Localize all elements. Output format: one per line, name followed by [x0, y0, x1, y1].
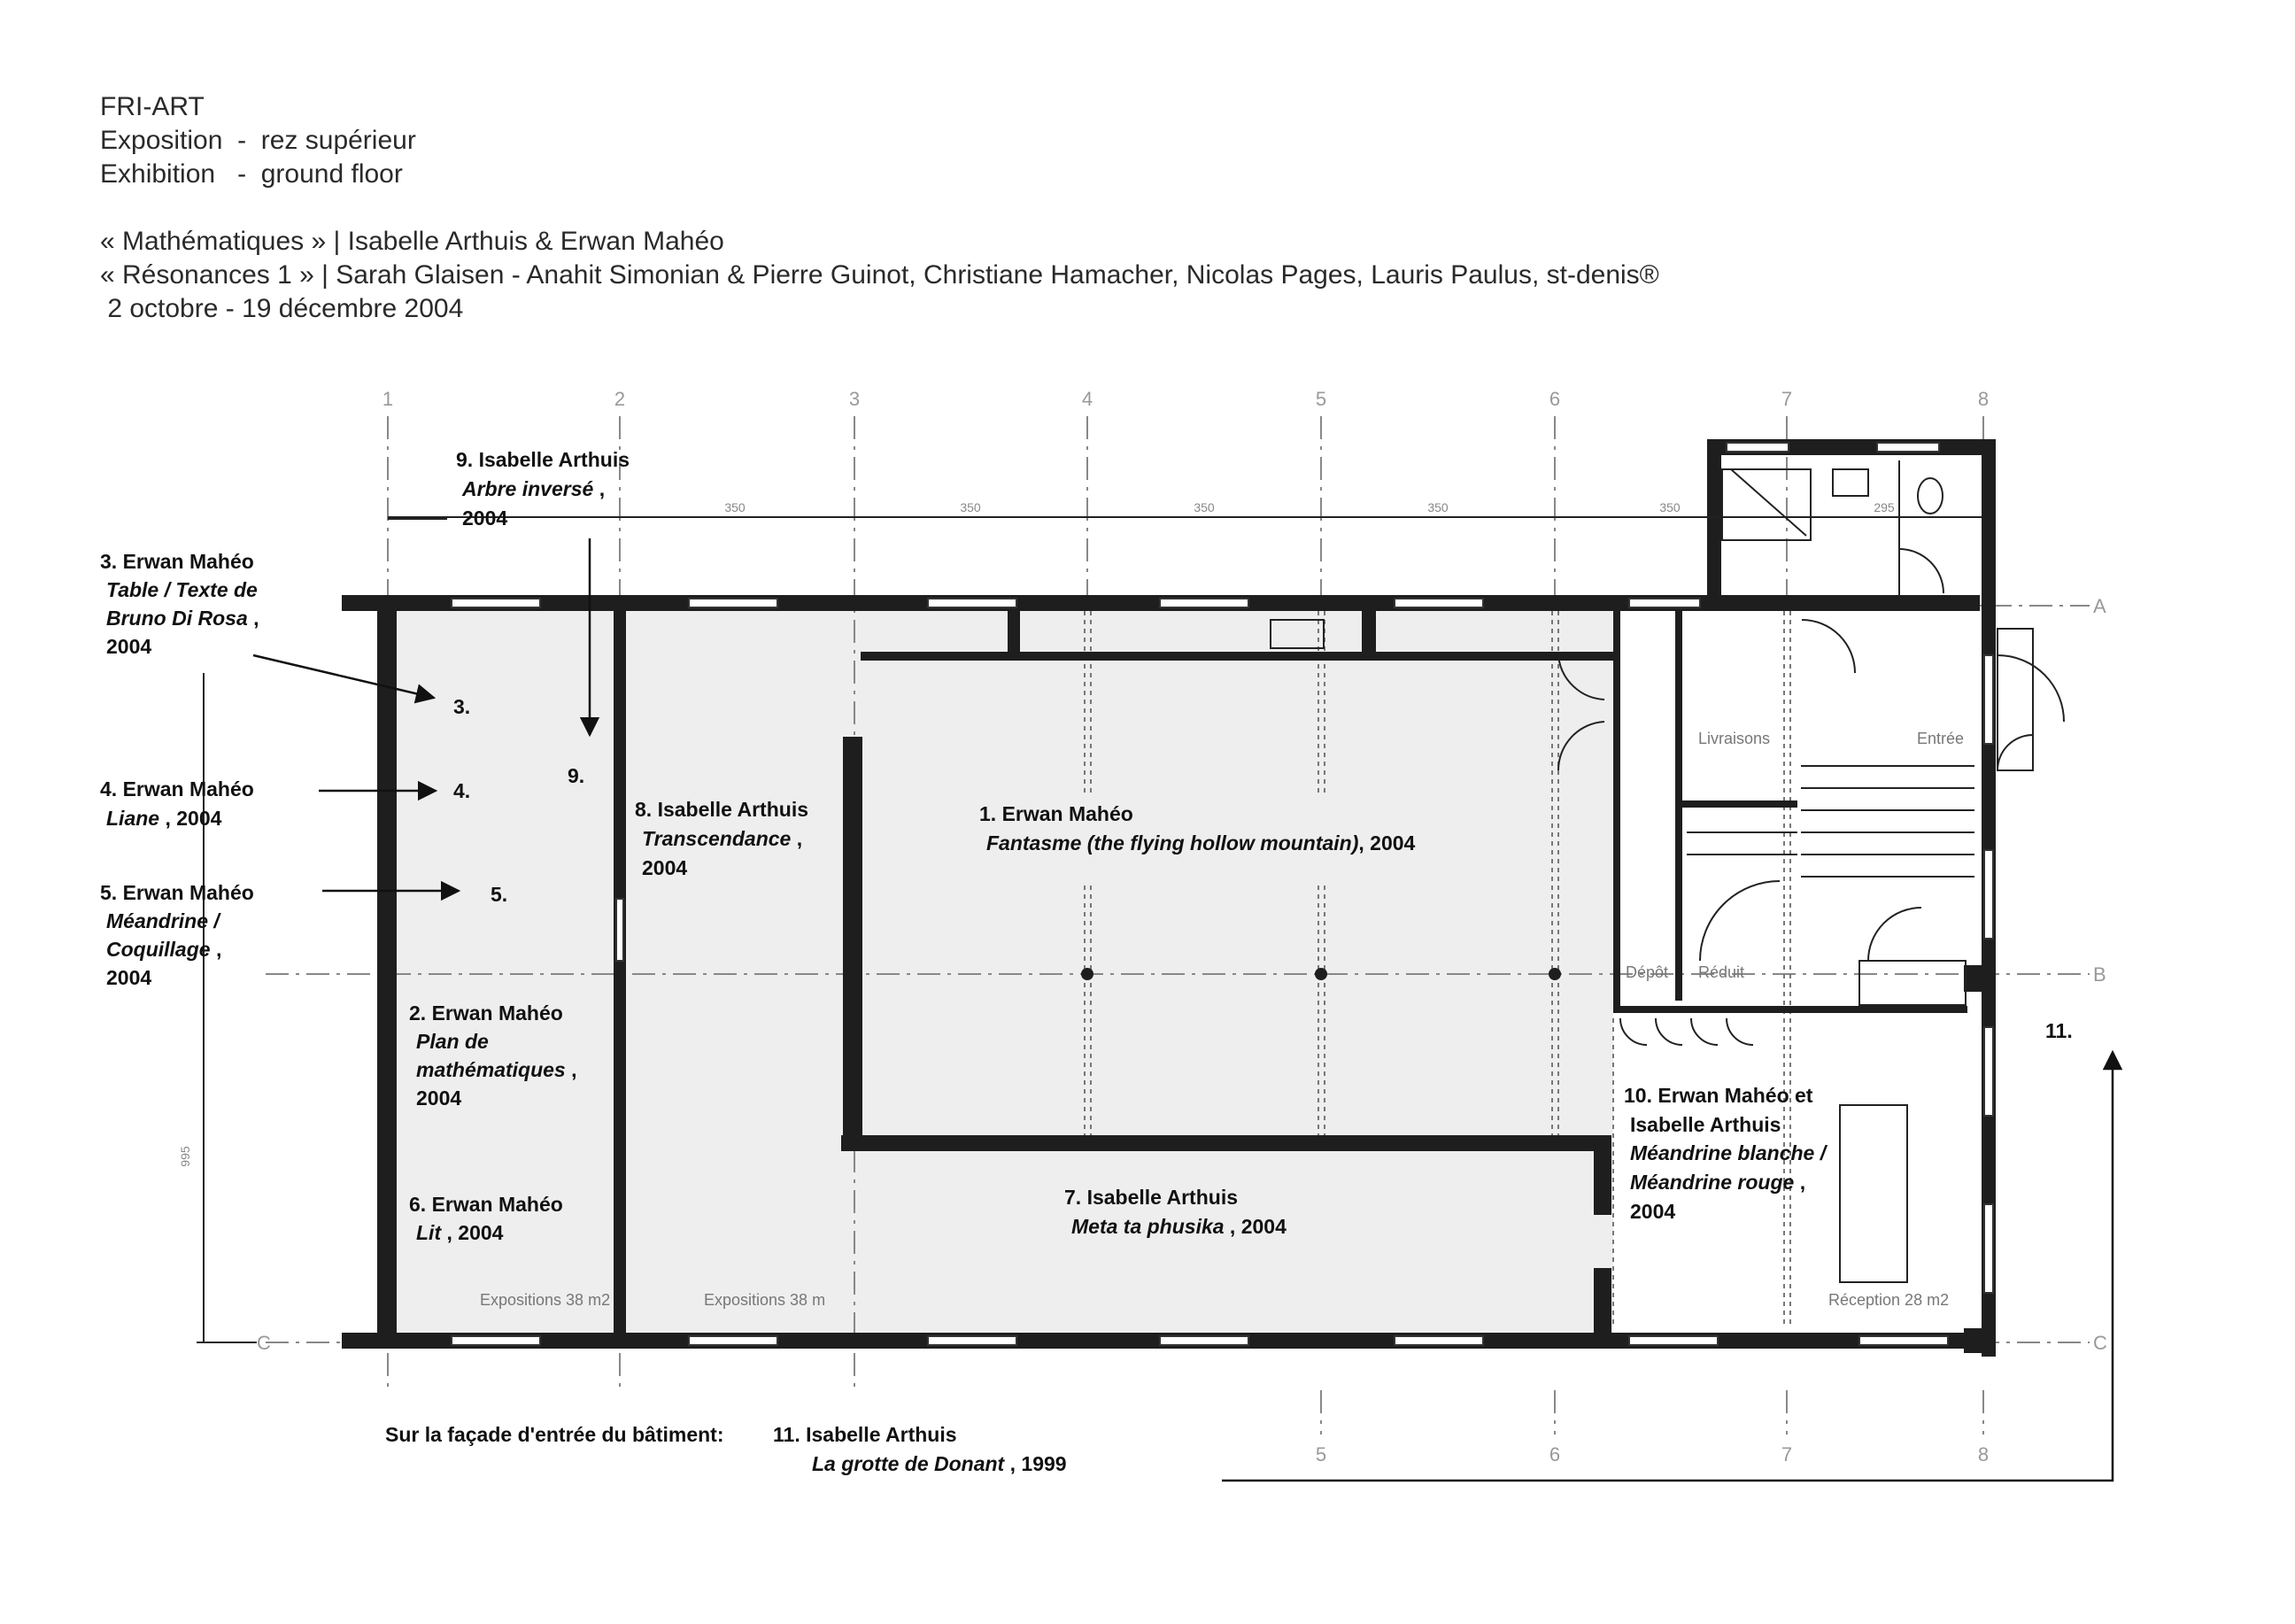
work-7-title: 7. Isabelle Arthuis: [1064, 1186, 1238, 1209]
grid-col-7-bottom: 7: [1781, 1443, 1793, 1465]
work-10-title-b: Isabelle Arthuis: [1630, 1113, 1781, 1136]
room-expo-mid: Expositions 38 m: [704, 1291, 826, 1309]
facade-prefix: Sur la façade d'entrée du bâtiment:: [385, 1423, 724, 1446]
work-3-year: 2004: [106, 635, 152, 658]
grid-row-b: B: [2093, 963, 2106, 986]
work-9-title: 9. Isabelle Arthuis: [456, 448, 630, 471]
work-5-work-a: Méandrine /: [106, 909, 220, 932]
work-2-work-b: mathématiques ,: [416, 1058, 577, 1081]
work-11-title: 11. Isabelle Arthuis: [773, 1423, 957, 1446]
grid-row-c-left: C: [257, 1332, 271, 1354]
room-reception: Réception 28 m2: [1828, 1291, 1950, 1309]
exhibition-floor: [390, 609, 1613, 1334]
grid-col-6: 6: [1549, 388, 1561, 410]
dim-2: 350: [960, 500, 981, 514]
header-exposition: Exposition - rez supérieur: [100, 126, 416, 155]
work-1-caption: Fantasme (the flying hollow mountain), 2004: [986, 831, 1416, 855]
grid-col-5-bottom: 5: [1315, 1443, 1327, 1465]
grid-row-a: A: [2093, 595, 2106, 617]
work-11-marker: 11.: [2045, 1019, 2073, 1042]
header-show-1: « Mathématiques » | Isabelle Arthuis & Erwan Mahéo: [100, 227, 724, 256]
dim-3: 350: [1194, 500, 1215, 514]
work-2-work-a: Plan de: [416, 1030, 489, 1053]
work-10-work-a: Méandrine blanche /: [1630, 1141, 1827, 1164]
work-9-work: Arbre inversé ,: [462, 477, 606, 500]
work-11-caption: La grotte de Donant , 1999: [812, 1452, 1067, 1475]
work-3-title: 3. Erwan Mahéo: [100, 550, 254, 573]
work-6-title: 6. Erwan Mahéo: [409, 1193, 563, 1216]
dim-1: 350: [724, 500, 746, 514]
grid-col-2: 2: [614, 388, 626, 410]
grid-col-3: 3: [848, 388, 861, 410]
work-1-title: 1. Erwan Mahéo: [979, 802, 1133, 825]
grid-col-8: 8: [1977, 388, 1990, 410]
work-9-year: 2004: [462, 507, 508, 530]
work-3-work-a: Table / Texte de: [106, 578, 258, 601]
work-5-year: 2004: [106, 966, 152, 989]
work-9-marker: 9.: [568, 764, 585, 787]
work-8-title: 8. Isabelle Arthuis: [635, 798, 808, 821]
work-4-marker: 4.: [453, 779, 471, 802]
header-dates: 2 octobre - 19 décembre 2004: [100, 294, 464, 323]
grid-col-1: 1: [382, 388, 394, 410]
work-8-year: 2004: [642, 856, 688, 879]
work-10-year: 2004: [1630, 1200, 1676, 1223]
dim-4: 350: [1427, 500, 1449, 514]
work-6-caption: Lit , 2004: [416, 1221, 504, 1244]
header-venue: FRI-ART: [100, 92, 205, 121]
work-7-caption: Meta ta phusika , 2004: [1071, 1215, 1287, 1238]
work-2-title: 2. Erwan Mahéo: [409, 1001, 563, 1025]
grid-row-c: C: [2093, 1332, 2107, 1354]
grid-col-8-bottom: 8: [1977, 1443, 1990, 1465]
work-3-work-b: Bruno Di Rosa ,: [106, 607, 259, 630]
work-10-title-a: 10. Erwan Mahéo et: [1624, 1084, 1813, 1107]
work-3-marker: 3.: [453, 695, 471, 718]
work-4-title: 4. Erwan Mahéo: [100, 777, 254, 800]
header-show-2: « Résonances 1 » | Sarah Glaisen - Anahit Simonian & Pierre Guinot, Christiane Hamacher, Nicolas Pages, Lauris Paulus, st-denis®: [100, 260, 1659, 290]
work-2-year: 2004: [416, 1087, 462, 1110]
work-10-work-b: Méandrine rouge ,: [1630, 1171, 1806, 1194]
work-4-caption: Liane , 2004: [106, 807, 222, 830]
work-5-title: 5. Erwan Mahéo: [100, 881, 254, 904]
dim-5: 350: [1659, 500, 1681, 514]
dim-vertical: 995: [178, 1146, 192, 1167]
room-entree: Entrée: [1917, 730, 1965, 747]
room-livraisons: Livraisons: [1698, 730, 1771, 747]
grid-col-4: 4: [1081, 388, 1093, 410]
grid-col-6-bottom: 6: [1549, 1443, 1561, 1465]
room-reduit: Réduit: [1698, 963, 1745, 981]
header-exhibition: Exhibition - ground floor: [100, 159, 403, 189]
work-5-marker: 5.: [491, 883, 508, 906]
room-depot: Dépôt: [1626, 963, 1669, 981]
work-8-work: Transcendance ,: [642, 827, 803, 850]
grid-col-5: 5: [1315, 388, 1327, 410]
work-5-work-b: Coquillage ,: [106, 938, 222, 961]
room-expo-left: Expositions 38 m2: [480, 1291, 611, 1309]
dim-6: 295: [1874, 500, 1895, 514]
grid-col-7: 7: [1781, 388, 1793, 410]
